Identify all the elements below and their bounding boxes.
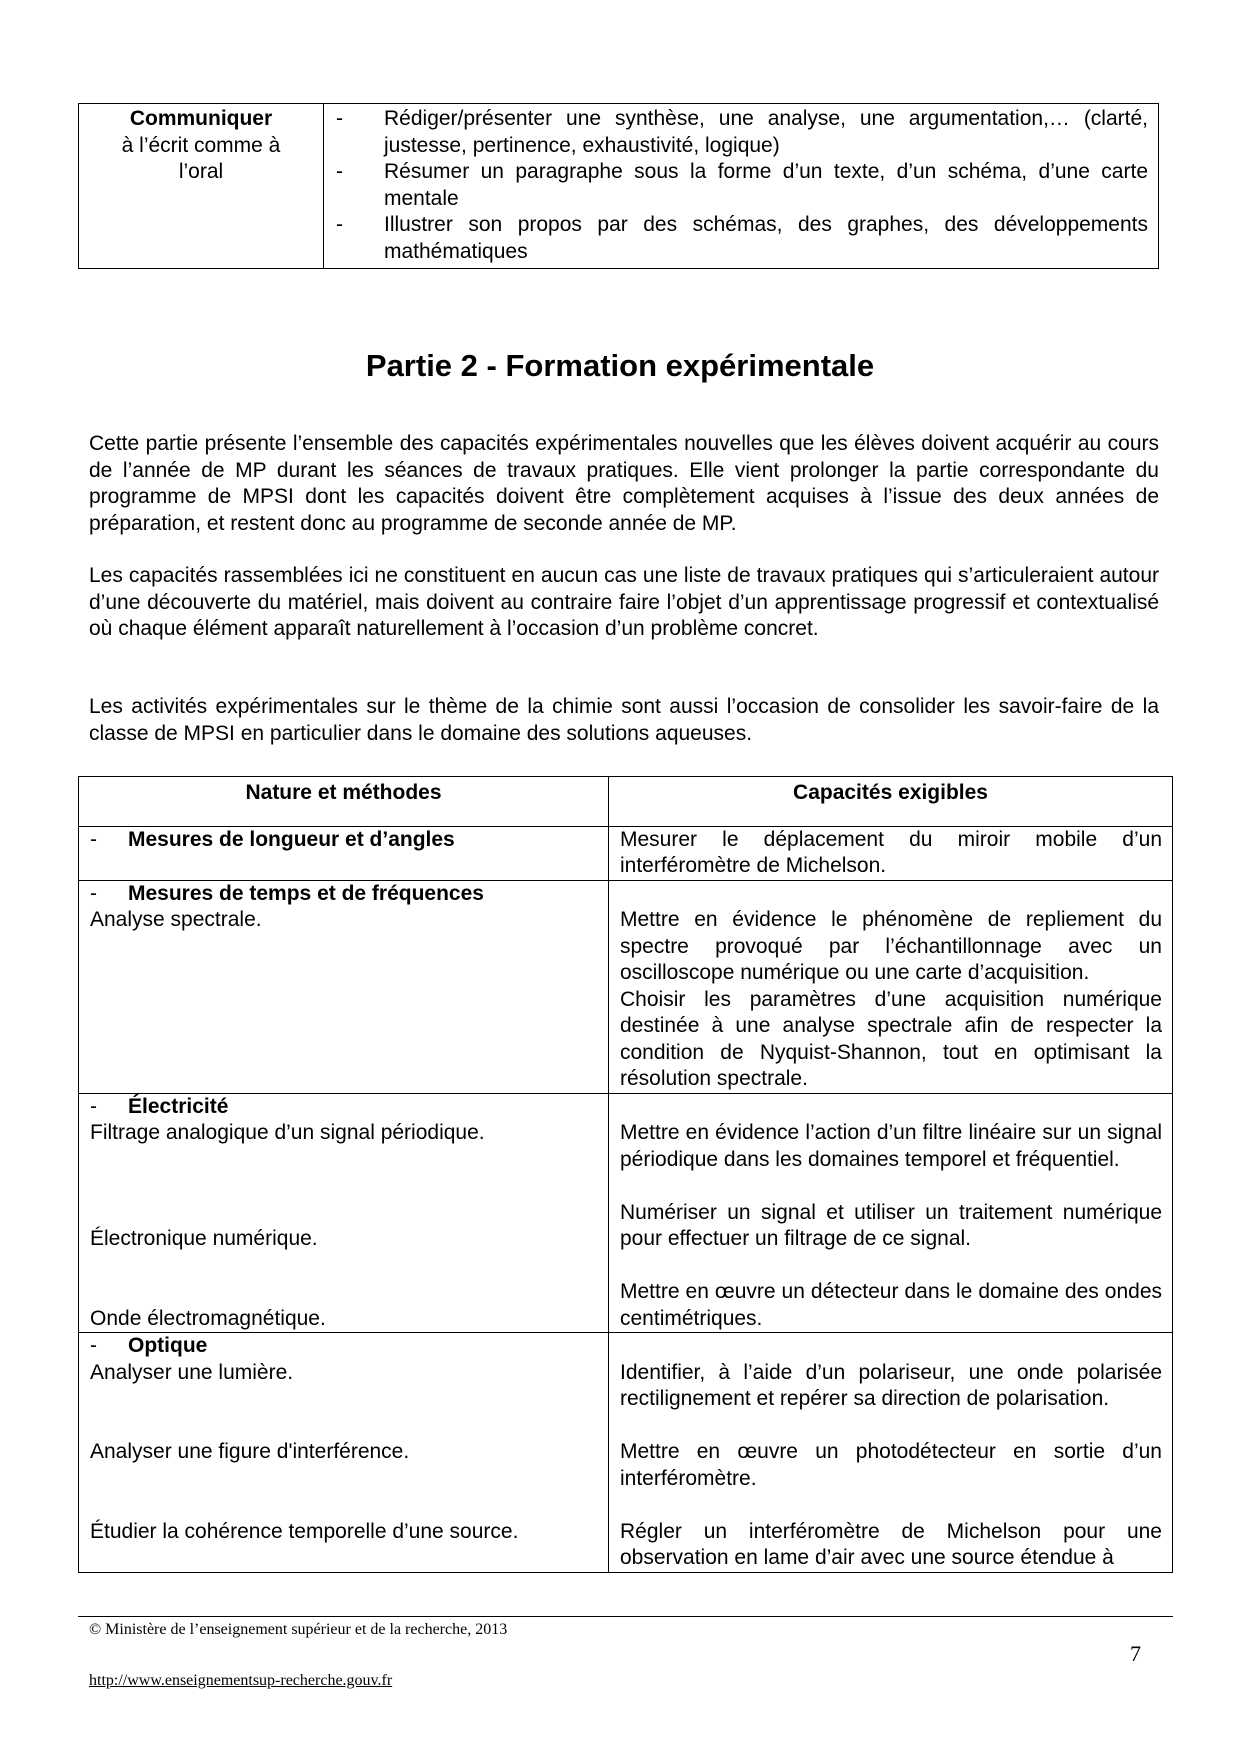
table-row bbox=[79, 880, 1173, 1093]
capacity-cell: Mettre en évidence le phénomène de repliement du spectre provoqué par l’échantillonnage avec un oscilloscope numérique ou une carte d’acquisition. Choisir les paramètres d’une acquisition numérique destinée à une analyse spectrale afin de respecter la condition de Nyquist-Shannon, tout en optimisant la résolution spectrale. bbox=[609, 880, 1173, 1093]
method-item: Onde électromagnétique. bbox=[90, 1306, 326, 1330]
list-item: - Rédiger/présenter une synthèse, une analyse, une argumentation,… (clarté, justesse, pertinence, exhaustivité, logique) bbox=[336, 107, 1148, 157]
footer-link[interactable]: http://www.enseignementsup-recherche.gouv.fr bbox=[89, 1672, 393, 1689]
communication-table bbox=[78, 103, 1159, 269]
section-heading: - Mesures de temps et de fréquences bbox=[90, 881, 484, 905]
footer-copyright: © Ministère de l’enseignement supérieur et de la recherche, 2013 bbox=[89, 1621, 508, 1638]
nature-cell bbox=[79, 1333, 609, 1573]
page-number: 7 bbox=[1130, 1641, 1141, 1666]
page-title: Partie 2 - Formation expérimentale bbox=[365, 348, 875, 383]
method-item: Analyser une figure d'interférence. bbox=[90, 1440, 410, 1463]
capacities-table bbox=[78, 776, 1173, 1573]
communication-subtitle-1: à l’écrit comme à bbox=[121, 133, 281, 157]
table-row bbox=[79, 1093, 1173, 1333]
section-heading: - Électricité bbox=[90, 1094, 229, 1118]
communication-subtitle-2: l’oral bbox=[178, 160, 224, 183]
method-item: Analyse spectrale. bbox=[90, 908, 262, 931]
capacity-cell: Identifier, à l’aide d’un polariseur, une onde polarisée rectilignement et repérer sa direction de polarisation. Mettre en œuvre un photodétecteur en sortie d’un interféromètre. Régler un interféromètre de Michelson pour une observation en lame d’air avec une source étendue à bbox=[609, 1333, 1173, 1573]
capacity-cell: Mettre en évidence l’action d’un filtre linéaire sur un signal périodique dans les domaines temporel et fréquentiel. Numériser un signal et utiliser un traitement numérique pour effectuer un filtrage de ce signal. Mettre en œuvre un détecteur dans le domaine des ondes centimétriques. bbox=[609, 1093, 1173, 1333]
list-item: - Illustrer son propos par des schémas, des graphes, des développements mathématiques bbox=[336, 213, 1148, 263]
intro-paragraph-1: Cette partie présente l’ensemble des capacités expérimentales nouvelles que les élèves doivent acquérir au cours de l’année de MP durant les séances de travaux pratiques. Elle vient prolonger la partie correspondante du programme de MPSI dont les capacités doivent être complètement acquises à l’issue des deux années de préparation, et restent donc au programme de seconde année de MP. bbox=[89, 432, 1159, 535]
list-item: - Résumer un paragraphe sous la forme d’un texte, d’un schéma, d’une carte mentale bbox=[336, 160, 1148, 210]
nature-cell bbox=[79, 880, 609, 1093]
communication-items-cell bbox=[324, 104, 1159, 269]
method-item: Filtrage analogique d’un signal périodique. bbox=[90, 1121, 485, 1144]
nature-cell bbox=[79, 1093, 609, 1333]
footer-divider bbox=[78, 1616, 1173, 1617]
table-row bbox=[79, 1333, 1173, 1573]
section-heading: - Optique bbox=[90, 1334, 208, 1357]
method-item: Électronique numérique. bbox=[90, 1227, 318, 1250]
table-header-row bbox=[79, 777, 1173, 827]
intro-paragraph-2: Les capacités rassemblées ici ne constituent en aucun cas une liste de travaux pratiques qui s’articuleraient autour d’une découverte du matériel, mais doivent au contraire faire l’objet d’un apprentissage progressif et contextualisé où chaque élément apparaît naturellement à l’occasion d’un problème concret. bbox=[89, 564, 1159, 640]
section-heading: - Mesures de longueur et d’angles bbox=[90, 827, 455, 851]
table-row bbox=[79, 826, 1173, 880]
column-header-nature: Nature et méthodes bbox=[79, 777, 609, 827]
communication-title: Communiquer bbox=[129, 107, 273, 130]
capacity-cell: Mesurer le déplacement du miroir mobile d’un interféromètre de Michelson. bbox=[609, 826, 1173, 880]
intro-paragraph-3: Les activités expérimentales sur le thème de la chimie sont aussi l’occasion de consolider les savoir-faire de la classe de MPSI en particulier dans le domaine des solutions aqueuses. bbox=[89, 695, 1159, 745]
method-item: Analyser une lumière. bbox=[90, 1360, 294, 1384]
method-item: Étudier la cohérence temporelle d’une source. bbox=[90, 1519, 519, 1543]
nature-cell bbox=[79, 826, 609, 880]
communication-label-cell bbox=[79, 104, 324, 269]
column-header-capacities: Capacités exigibles bbox=[609, 777, 1173, 827]
